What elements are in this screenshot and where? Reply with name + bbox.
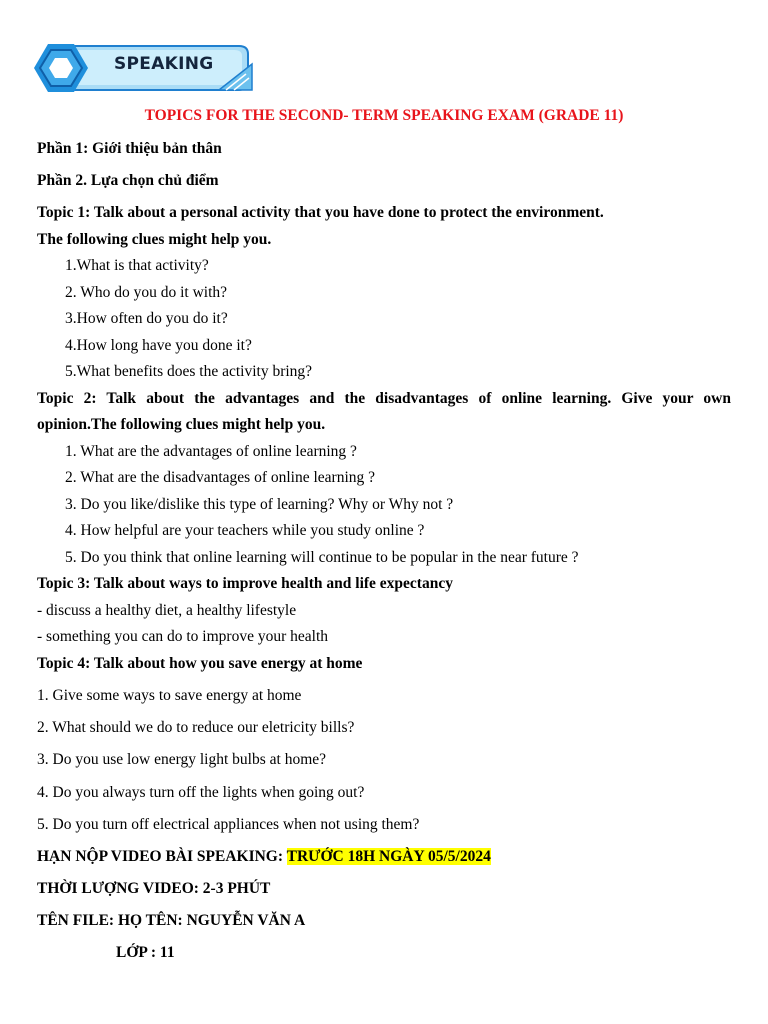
topic2-heading-cont: opinion.The following clues might help you.	[37, 416, 326, 433]
list-item: 5.What benefits does the activity bring?	[65, 363, 313, 380]
list-item: 5. Do you think that online learning will continue to be popular in the near future ?	[65, 549, 579, 566]
list-item: - something you can do to improve your health	[37, 628, 328, 645]
list-item: 3. Do you like/dislike this type of learning? Why or Why not ?	[65, 496, 454, 513]
topic2-heading: Topic 2: Talk about the advantages and the disadvantages of online learning. Give your own	[37, 390, 731, 407]
page-title: TOPICS FOR THE SECOND- TERM SPEAKING EXAM (GRADE 11)	[144, 107, 624, 124]
list-item: 5. Do you turn off electrical appliances when not using them?	[37, 816, 420, 833]
list-item: 4. Do you always turn off the lights when going out?	[37, 784, 365, 801]
duration-line: THỜI LƯỢNG VIDEO: 2-3 PHÚT	[37, 880, 271, 897]
list-item: 2. What are the disadvantages of online learning ?	[65, 469, 376, 486]
class-line: LỚP : 11	[116, 944, 175, 961]
list-item: 1. Give some ways to save energy at home	[37, 687, 302, 704]
list-item: 1.What is that activity?	[65, 257, 209, 274]
deadline-value: TRƯỚC 18H NGÀY 05/5/2024	[286, 848, 491, 865]
list-item: - discuss a healthy diet, a healthy lifestyle	[37, 602, 297, 619]
part-1: Phần 1: Giới thiệu bản thân	[37, 140, 222, 157]
topic3-heading: Topic 3: Talk about ways to improve health and life expectancy	[37, 575, 453, 592]
list-item: 1. What are the advantages of online learning ?	[65, 443, 357, 460]
topic1-clues-intro: The following clues might help you.	[37, 231, 272, 248]
list-item: 2. What should we do to reduce our eletricity bills?	[37, 719, 355, 736]
speaking-logo	[34, 40, 256, 96]
filename-line: TÊN FILE: HỌ TÊN: NGUYỄN VĂN A	[37, 912, 306, 929]
list-item: 2. Who do you do it with?	[65, 284, 228, 301]
logo-label: SPEAKING	[114, 54, 214, 74]
list-item: 4. How helpful are your teachers while you study online ?	[65, 522, 425, 539]
list-item: 3.How often do you do it?	[65, 310, 228, 327]
part-2: Phần 2. Lựa chọn chủ điểm	[37, 172, 219, 189]
list-item: 3. Do you use low energy light bulbs at home?	[37, 751, 327, 768]
list-item: 4.How long have you done it?	[65, 337, 252, 354]
deadline-label: HẠN NỘP VIDEO BÀI SPEAKING:	[37, 848, 287, 865]
topic1-heading: Topic 1: Talk about a personal activity that you have done to protect the environment.	[37, 204, 604, 221]
deadline-line	[37, 847, 491, 867]
topic4-heading: Topic 4: Talk about how you save energy at home	[37, 655, 363, 672]
